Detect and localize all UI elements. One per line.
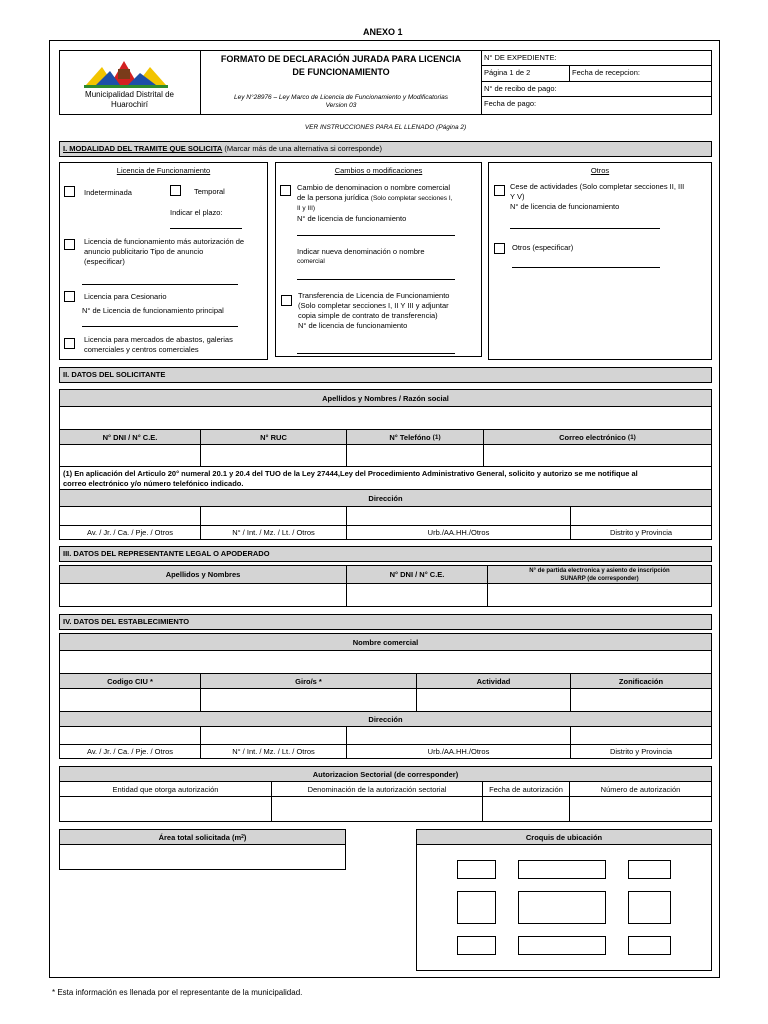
- solicitante-nombre-label: Apellidos y Nombres / Razón social: [322, 393, 449, 403]
- denominacion-caption: [271, 781, 483, 797]
- rep-nombre-label: Apellidos y Nombres: [165, 570, 241, 579]
- section-3-title: III. DATOS DEL REPRESENTANTE LEGAL O APODERADO: [63, 549, 270, 558]
- numero-aut-caption: [569, 781, 712, 797]
- cambio-license-line[interactable]: [297, 235, 455, 236]
- expediente-label: N° DE EXPEDIENTE:: [484, 53, 557, 62]
- cambios-heading: Cambios o modificaciones: [334, 166, 423, 175]
- num-caption: [200, 525, 347, 540]
- cese-line-1: Cese de actividades (Solo completar secciones II, III: [510, 182, 685, 191]
- ciu-input[interactable]: [59, 688, 201, 712]
- mercados-line-1: Licencia para mercados de abastos, galerias: [84, 335, 233, 344]
- rep-nombre-input[interactable]: [59, 583, 347, 607]
- urb-label: Urb./AA.HH./Otros: [427, 528, 490, 537]
- area-input[interactable]: [59, 844, 346, 870]
- solicitante-nombre-input[interactable]: [59, 406, 712, 430]
- indeterminada-label: Indeterminada: [84, 188, 132, 197]
- urb-input[interactable]: [346, 506, 571, 526]
- cese-line-3: N° de licencia de funcionamiento: [510, 202, 620, 211]
- est-distrito-caption: [570, 744, 712, 759]
- entidad-caption: [59, 781, 272, 797]
- est-direccion-header: [59, 711, 712, 727]
- croquis-block: [457, 936, 496, 955]
- distrito-caption: [570, 525, 712, 540]
- section-4-title: IV. DATOS DEL ESTABLECIMIENTO: [63, 617, 190, 626]
- correo-input[interactable]: [483, 444, 712, 467]
- anuncio-line[interactable]: [82, 284, 238, 285]
- zonificacion-input[interactable]: [570, 688, 712, 712]
- section-2-header: [59, 367, 712, 383]
- denominacion-input[interactable]: [271, 796, 483, 822]
- instructions-note: VER INSTRUCCIONES PARA EL LLENADO (Página 2): [304, 124, 467, 131]
- transf-line-3: copia simple de contrato de transferencia): [298, 311, 438, 320]
- giro-label: Giro/s *: [295, 676, 322, 686]
- notification-note-line-1: (1) En aplicación del Articulo 20° numeral 20.1 y 20.4 del TUO de la Ley 27444,Ley del Procedimiento Administrativo General, solicito y autorizo se me notifique al: [63, 469, 638, 478]
- section-2-title: II. DATOS DEL SOLICITANTE: [63, 370, 166, 379]
- anuncio-line-3: (especificar): [84, 257, 125, 266]
- plazo-line[interactable]: [170, 228, 242, 229]
- ciu-label: Codigo CIU *: [107, 676, 153, 686]
- est-direccion-label: Dirección: [368, 714, 403, 724]
- rep-dni-label: N° DNI / N° C.E.: [389, 570, 445, 579]
- est-num-label: N° / Int. / Mz. / Lt. / Otros: [232, 747, 315, 756]
- cesionario-label: Licencia para Cesionario: [84, 292, 167, 301]
- dni-header: [59, 429, 201, 445]
- correo-sup: (1): [627, 433, 636, 441]
- notification-note-line-2: correo electrónico y/o número telefónico indicado.: [63, 479, 244, 488]
- ruc-label: N° RUC: [260, 432, 287, 442]
- giro-header: [200, 673, 417, 689]
- est-distrito-label: Distrito y Provincia: [609, 747, 673, 756]
- area-sup: 2: [241, 834, 244, 840]
- anuncio-checkbox[interactable]: [64, 239, 75, 250]
- cese-line[interactable]: [510, 228, 660, 229]
- denominacion-label: Denominación de la autorización sectorial: [307, 784, 447, 794]
- area-header: [59, 829, 346, 845]
- direccion-label: Dirección: [368, 493, 403, 503]
- cambio-denominacion-label: [297, 183, 479, 224]
- croquis-block: [457, 860, 496, 879]
- av-label: Av. / Jr. / Ca. / Pje. / Otros: [87, 528, 173, 537]
- ruc-input[interactable]: [200, 444, 347, 467]
- nueva-line-2: comercial: [297, 258, 325, 265]
- indeterminada-checkbox[interactable]: [64, 186, 75, 197]
- solicitante-nombre-header: [59, 389, 712, 407]
- municipality-line1: Municipalidad Distrital de: [85, 90, 174, 99]
- cesionario-checkbox[interactable]: [64, 291, 75, 302]
- form-title-line2: DE FUNCIONAMIENTO: [292, 67, 390, 77]
- correo-header: [483, 429, 712, 445]
- cesionario-license-label: N° de Licencia de funcionamiento principal: [82, 306, 224, 315]
- fecha-aut-label: Fecha de autorización: [489, 784, 563, 794]
- urb-caption: [346, 525, 571, 540]
- footnote: * Esta información es llenada por el representante de la municipalidad.: [52, 988, 303, 997]
- annex-title: ANEXO 1: [363, 27, 403, 37]
- telefono-label: N° Telefóno: [389, 432, 431, 442]
- actividad-label: Actividad: [476, 676, 511, 686]
- anuncio-line-1: Licencia de funcionamiento más autorización de: [84, 237, 245, 246]
- actividad-input[interactable]: [416, 688, 571, 712]
- municipality-name: [62, 90, 197, 110]
- section-1-header: [59, 141, 712, 157]
- transferencia-label: [298, 291, 480, 331]
- cambio-line-3: II y III): [297, 205, 316, 212]
- actividad-header: [416, 673, 571, 689]
- est-urb-caption: [346, 744, 571, 759]
- licencia-heading: Licencia de Funcionamiento: [116, 166, 211, 175]
- croquis-header: [416, 829, 712, 845]
- entidad-input[interactable]: [59, 796, 272, 822]
- est-num-caption: [200, 744, 347, 759]
- telefono-input[interactable]: [346, 444, 484, 467]
- partida-input[interactable]: [487, 583, 712, 607]
- cambio-line-4: N° de licencia de funcionamiento: [297, 214, 407, 223]
- transferencia-line[interactable]: [297, 353, 455, 354]
- version-label: Version 03: [325, 102, 357, 109]
- temporal-label: Temporal: [194, 187, 225, 196]
- croquis-label: Croquis de ubicación: [525, 832, 603, 842]
- form-title-line1: FORMATO DE DECLARACIÓN JURADA PARA LICENCIA: [220, 54, 462, 64]
- croquis-block: [518, 936, 606, 955]
- otros-checkbox[interactable]: [494, 243, 505, 254]
- partida-line-1: N° de partida electronica y asiento de inscripción: [529, 568, 670, 574]
- giro-input[interactable]: [200, 688, 417, 712]
- dni-input[interactable]: [59, 444, 201, 467]
- form-title: [201, 53, 481, 79]
- partida-header: [487, 565, 712, 584]
- law-reference: [201, 94, 481, 110]
- section-3-header: [59, 546, 712, 562]
- est-av-input[interactable]: [59, 726, 201, 745]
- distrito-label: Distrito y Provincia: [609, 528, 673, 537]
- fecha-aut-input[interactable]: [482, 796, 570, 822]
- partida-line-2: SUNARP (de corresponder): [560, 576, 639, 582]
- croquis-block: [518, 891, 606, 924]
- croquis-block: [628, 891, 671, 924]
- av-input[interactable]: [59, 506, 201, 526]
- temporal-checkbox[interactable]: [170, 185, 181, 196]
- otros-heading: Otros: [590, 166, 610, 175]
- ruc-header: [200, 429, 347, 445]
- section-1-title: I. MODALIDAD DEL TRAMITE QUE SOLICITA: [63, 144, 223, 153]
- transferencia-checkbox[interactable]: [281, 295, 292, 306]
- numero-aut-input[interactable]: [569, 796, 712, 822]
- transf-line-4: N° de licencia de funcionamiento: [298, 321, 408, 330]
- recibo-label: N° de recibo de pago:: [484, 84, 557, 93]
- nueva-line-1: Indicar nueva denominación o nombre: [297, 247, 425, 256]
- croquis-block: [628, 936, 671, 955]
- cese-checkbox[interactable]: [494, 185, 505, 196]
- est-urb-label: Urb./AA.HH./Otros: [427, 747, 490, 756]
- autorizacion-header: [59, 766, 712, 782]
- correo-label: Correo electrónico: [559, 432, 626, 442]
- telefono-header: [346, 429, 484, 445]
- nombre-comercial-label: Nombre comercial: [352, 637, 419, 647]
- numero-aut-label: Número de autorización: [600, 784, 681, 794]
- page-number: Página 1 de 2: [484, 68, 531, 77]
- anuncio-label: [84, 237, 264, 267]
- est-av-label: Av. / Jr. / Ca. / Pje. / Otros: [87, 747, 173, 756]
- anuncio-line-2: anuncio publicitario Tipo de anuncio: [84, 247, 204, 256]
- direccion-header: [59, 489, 712, 507]
- zonificacion-label: Zonificación: [618, 676, 664, 686]
- rep-dni-header: [346, 565, 488, 584]
- num-label: N° / Int. / Mz. / Lt. / Otros: [232, 528, 315, 537]
- nueva-denominacion-label: [297, 247, 479, 267]
- est-av-caption: [59, 744, 201, 759]
- cese-label: [510, 182, 708, 212]
- plazo-label: Indicar el plazo:: [170, 208, 223, 217]
- cesionario-line[interactable]: [82, 326, 238, 327]
- zonificacion-header: [570, 673, 712, 689]
- transf-line-2: (Solo completar secciones I, II Y III y adjuntar: [298, 301, 449, 310]
- cambio-denominacion-checkbox[interactable]: [280, 185, 291, 196]
- rep-nombre-header: [59, 565, 347, 584]
- transf-line-1: Transferencia de Licencia de Funcionamiento: [298, 291, 450, 300]
- section-4-header: [59, 614, 712, 630]
- telefono-sup: (1): [432, 433, 441, 441]
- croquis-block: [628, 860, 671, 879]
- mercados-label: [84, 335, 264, 355]
- cese-line-2: Y V): [510, 192, 525, 201]
- nombre-comercial-header: [59, 633, 712, 651]
- rep-dni-input[interactable]: [346, 583, 488, 607]
- law-line: Ley N°28976 – Ley Marco de Licencia de Funcionamiento y Modificatorias: [234, 94, 448, 101]
- municipality-logo: [80, 55, 172, 89]
- area-close: ): [243, 832, 247, 842]
- notification-note: [59, 466, 712, 490]
- croquis-block: [518, 860, 606, 879]
- fecha-pago-label: Fecha de pago:: [484, 99, 537, 108]
- av-caption: [59, 525, 201, 540]
- cambio-line-1: Cambio de denominacion o nombre comercial: [297, 183, 450, 192]
- est-distrito-input[interactable]: [570, 726, 712, 745]
- cambio-line-2b: (Solo completar secciones I,: [370, 195, 453, 202]
- mercados-line-2: comerciales y centros comerciales: [84, 345, 199, 354]
- cambio-line-2a: de la persona jurídica: [297, 193, 371, 202]
- municipality-line2: Huarochirí: [111, 100, 148, 109]
- dni-label: N° DNI / N° C.E.: [102, 432, 158, 442]
- fecha-aut-caption: [482, 781, 570, 797]
- nombre-comercial-input[interactable]: [59, 650, 712, 674]
- area-label: Área total solicitada (m: [158, 832, 242, 842]
- croquis-block: [457, 891, 496, 924]
- est-num-input[interactable]: [200, 726, 347, 745]
- autorizacion-label: Autorizacion Sectorial (de corresponder): [312, 769, 459, 779]
- otros-line[interactable]: [512, 267, 660, 268]
- distrito-input[interactable]: [570, 506, 712, 526]
- fecha-recepcion-label: Fecha de recepcion:: [572, 68, 640, 77]
- ciu-header: [59, 673, 201, 689]
- est-urb-input[interactable]: [346, 726, 571, 745]
- otros-label: Otros (especificar): [512, 243, 574, 252]
- nueva-denominacion-line[interactable]: [297, 279, 455, 280]
- section-1-note: (Marcar más de una alternativa si corresponde): [222, 144, 382, 153]
- mercados-checkbox[interactable]: [64, 338, 75, 349]
- num-input[interactable]: [200, 506, 347, 526]
- entidad-label: Entidad que otorga autorización: [112, 784, 219, 794]
